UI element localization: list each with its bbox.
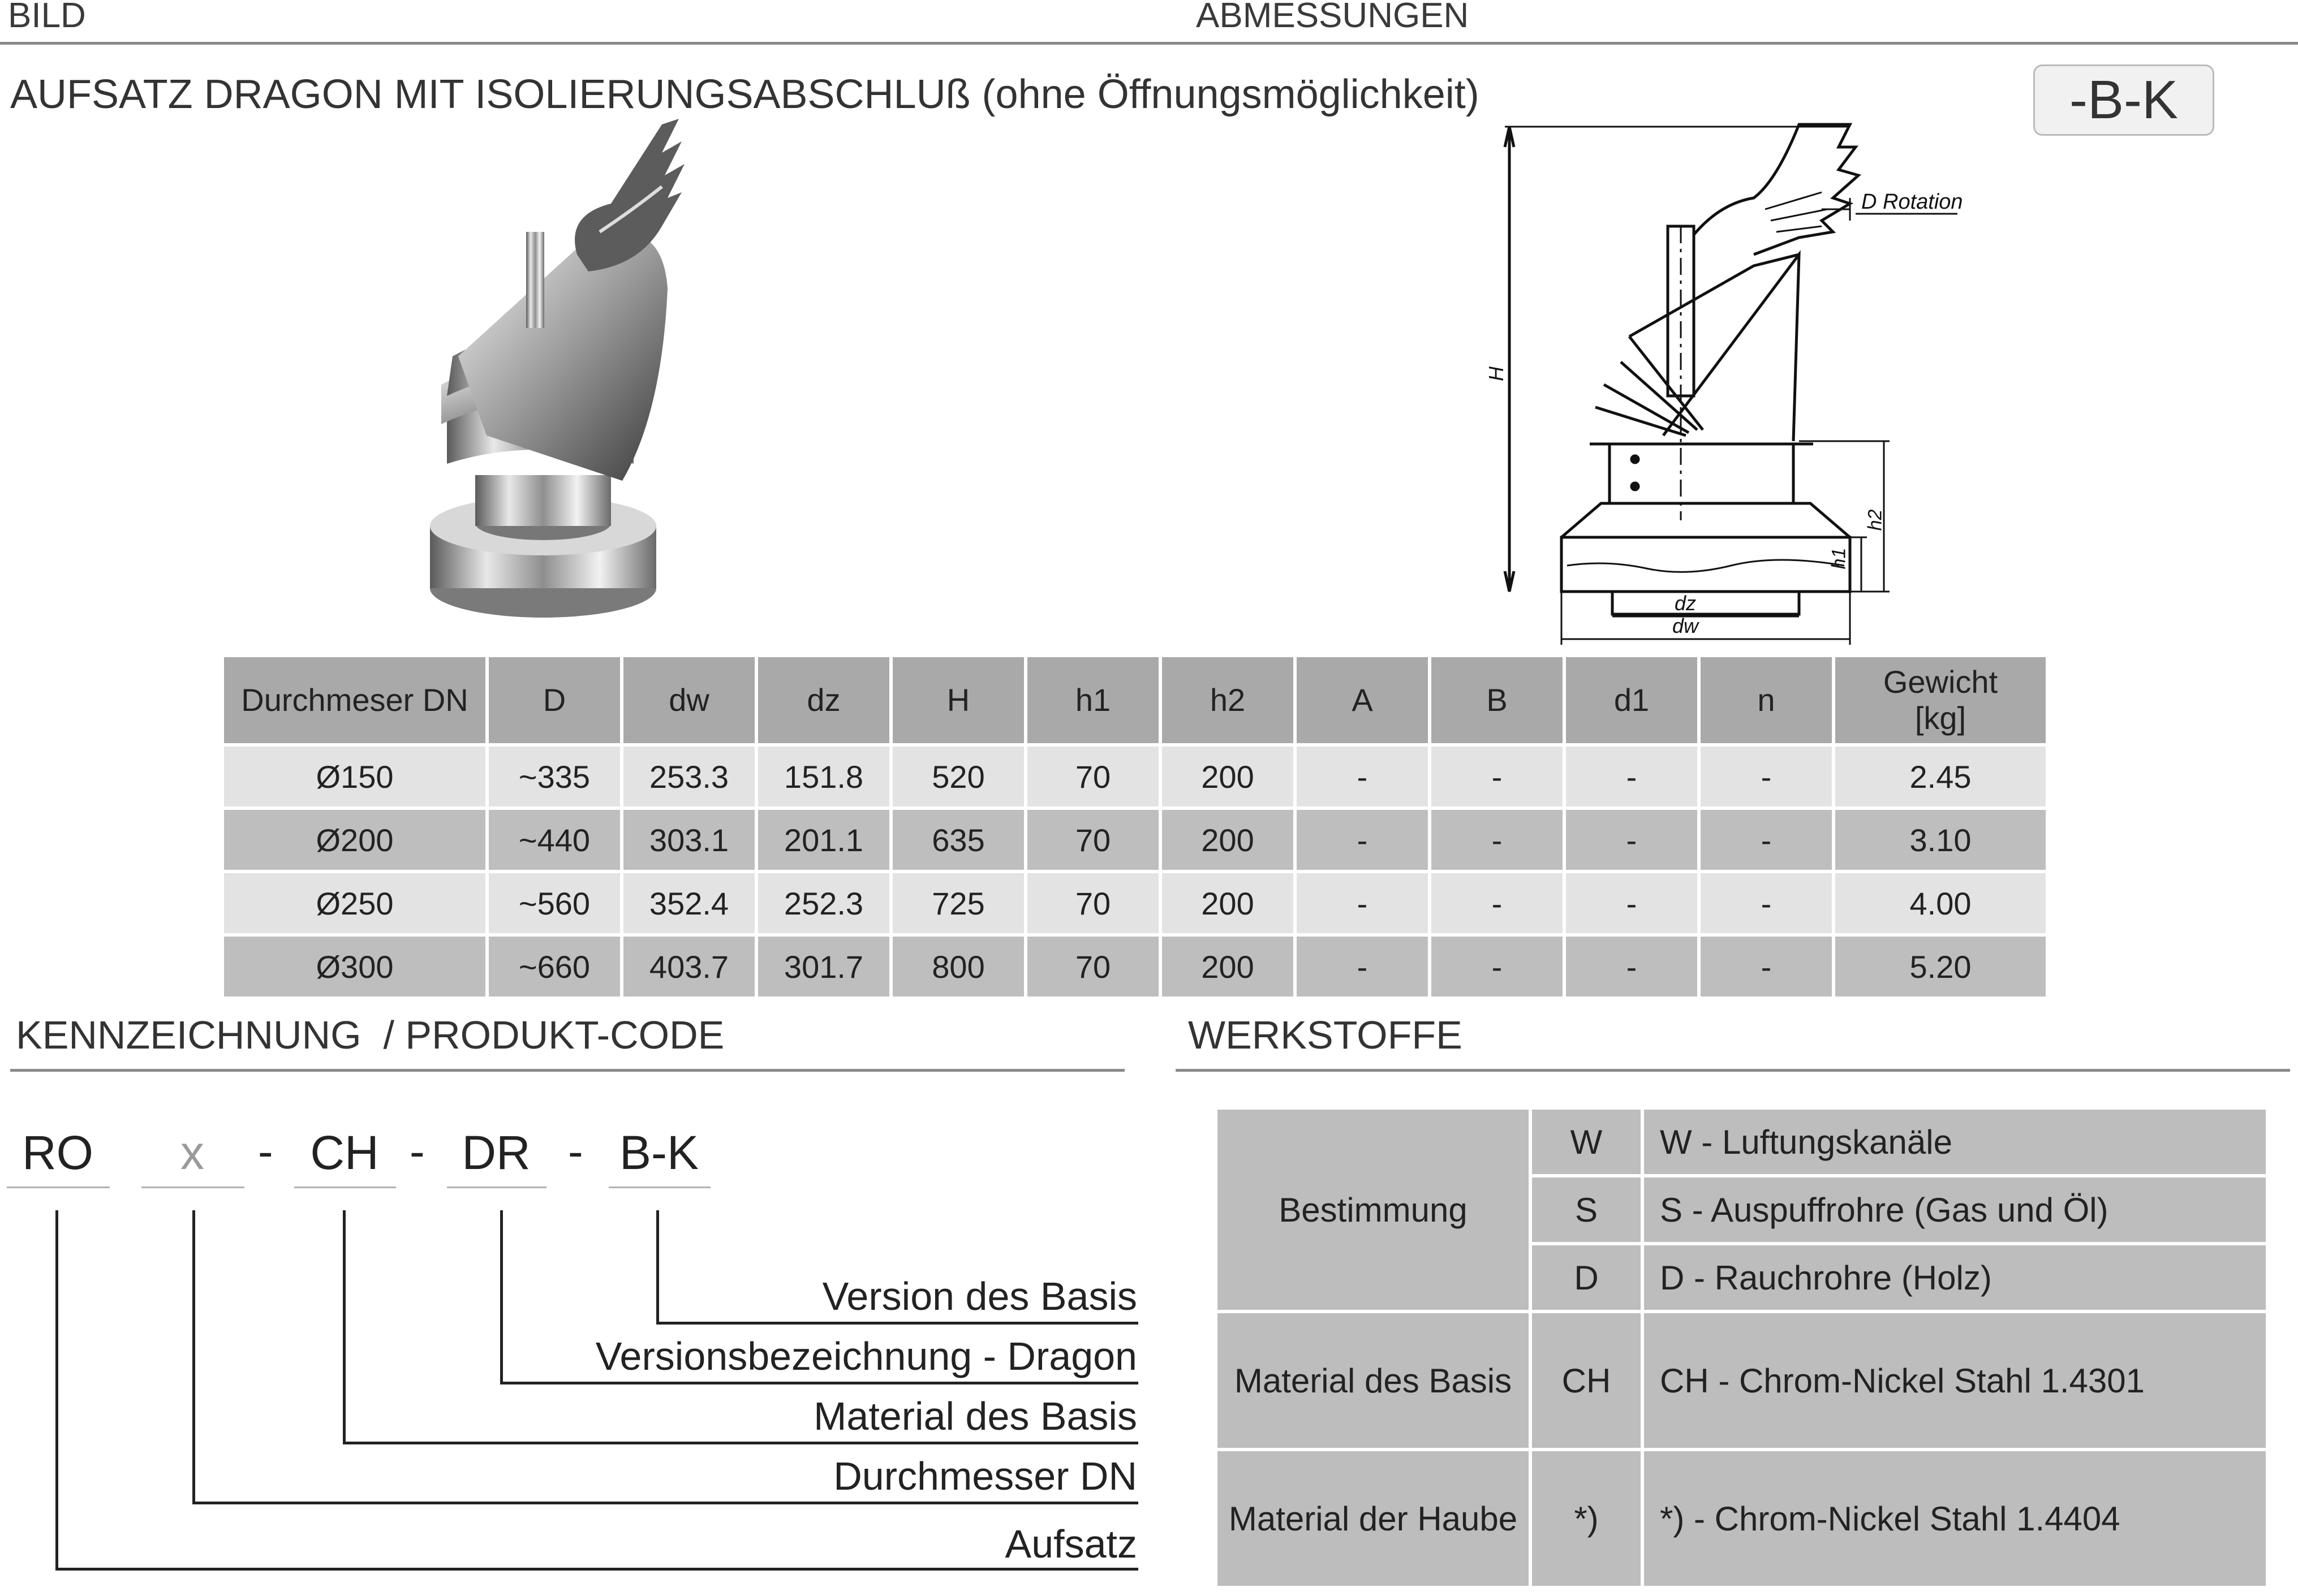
col-dn: Durchmeser DN <box>224 657 485 743</box>
table-cell: - <box>1701 873 1832 933</box>
table-cell: Ø200 <box>224 810 485 870</box>
material-desc: W - Luftungskanäle <box>1644 1110 2266 1174</box>
table-cell: 301.7 <box>758 937 889 997</box>
table-header-row <box>224 657 2046 743</box>
table-row <box>224 810 2046 870</box>
table-row <box>224 937 2046 997</box>
label-H: H <box>1484 366 1508 381</box>
label-dw: dw <box>1672 614 1699 637</box>
connector-line <box>192 1502 1138 1504</box>
header-bild: BILD <box>8 0 86 35</box>
haube-label: Material der Haube <box>1217 1451 1529 1586</box>
col-h1: h1 <box>1027 657 1159 743</box>
label-d-rotation: D Rotation <box>1861 190 1963 214</box>
table-cell: ~560 <box>489 873 620 933</box>
table-cell: ~440 <box>489 810 620 870</box>
table-cell: - <box>1566 937 1697 997</box>
basis-label: Material des Basis <box>1217 1313 1529 1448</box>
table-cell: - <box>1431 747 1563 806</box>
label-version-basis: Version des Basis <box>822 1274 1137 1318</box>
table-row <box>224 873 2046 933</box>
table-cell: Ø250 <box>224 873 485 933</box>
table-cell: 252.3 <box>758 873 889 933</box>
table-cell: 520 <box>893 747 1024 806</box>
table-cell: 200 <box>1162 810 1293 870</box>
table-cell: - <box>1701 937 1832 997</box>
table-cell: 4.00 <box>1835 873 2046 933</box>
code-sep-1: - <box>258 1126 273 1176</box>
connector-line <box>656 1210 659 1325</box>
table-cell: 70 <box>1027 937 1159 997</box>
code-part-ro: RO <box>22 1126 93 1179</box>
material-row-basis <box>1217 1313 2266 1448</box>
connector-line <box>343 1210 346 1444</box>
col-d: D <box>489 657 620 743</box>
material-row-haube <box>1217 1451 2266 1586</box>
code-underline <box>609 1187 711 1188</box>
table-cell: - <box>1297 873 1428 933</box>
connector-line <box>500 1210 503 1384</box>
table-cell: - <box>1431 810 1563 870</box>
table-cell: - <box>1297 810 1428 870</box>
code-underline <box>141 1187 244 1188</box>
table-cell: ~335 <box>489 747 620 806</box>
col-h: H <box>893 657 1024 743</box>
code-sep-3: - <box>568 1126 583 1176</box>
basis-desc: CH - Chrom-Nickel Stahl 1.4301 <box>1644 1313 2266 1448</box>
connector-line <box>500 1382 1138 1384</box>
table-cell: ~660 <box>489 937 620 997</box>
table-row <box>224 747 2046 806</box>
table-cell: 70 <box>1027 747 1159 806</box>
table-cell: 151.8 <box>758 747 889 806</box>
col-dz: dz <box>758 657 889 743</box>
bestimmung-label: Bestimmung <box>1217 1110 1529 1310</box>
material-desc: S - Auspuffrohre (Gas und Öl) <box>1644 1177 2266 1242</box>
col-gewicht: Gewicht [kg] <box>1835 657 2046 743</box>
dimensions-table <box>221 654 2049 1000</box>
material-code: S <box>1532 1177 1641 1242</box>
col-h2: h2 <box>1162 657 1293 743</box>
table-cell: 70 <box>1027 873 1159 933</box>
table-cell: 253.3 <box>623 747 755 806</box>
table-cell: - <box>1701 747 1832 806</box>
connector-line <box>55 1568 1138 1571</box>
col-b: B <box>1431 657 1563 743</box>
code-section-rule <box>10 1069 1125 1072</box>
table-cell: 3.10 <box>1835 810 2046 870</box>
table-cell: 635 <box>893 810 1024 870</box>
table-cell: 201.1 <box>758 810 889 870</box>
materials-title: WERKSTOFFE <box>1188 1013 1462 1057</box>
code-underline <box>294 1187 396 1188</box>
table-cell: 5.20 <box>1835 937 2046 997</box>
table-cell: 200 <box>1162 937 1293 997</box>
table-cell: 725 <box>893 873 1024 933</box>
code-part-x: x <box>180 1126 204 1179</box>
table-cell: 800 <box>893 937 1024 997</box>
header-rule <box>0 42 2298 45</box>
material-code: D <box>1532 1245 1641 1310</box>
table-cell: 403.7 <box>623 937 755 997</box>
code-part-dr: DR <box>462 1126 531 1179</box>
table-cell: Ø150 <box>224 747 485 806</box>
materials-rule <box>1176 1069 2290 1072</box>
col-n: n <box>1701 657 1832 743</box>
haube-code: *) <box>1532 1451 1641 1586</box>
table-cell: - <box>1431 937 1563 997</box>
table-cell: 70 <box>1027 810 1159 870</box>
label-aufsatz: Aufsatz <box>1005 1522 1137 1566</box>
table-cell: - <box>1566 873 1697 933</box>
materials-table <box>1214 1106 2269 1589</box>
variant-badge: -B-K <box>2033 64 2214 136</box>
header-abmessungen: ABMESSUNGEN <box>1196 0 1469 35</box>
code-underline <box>447 1187 546 1188</box>
haube-desc: *) - Chrom-Nickel Stahl 1.4404 <box>1644 1451 2266 1586</box>
table-cell: 200 <box>1162 873 1293 933</box>
connector-line <box>55 1210 58 1571</box>
label-h2: h2 <box>1864 509 1886 531</box>
col-a: A <box>1297 657 1428 743</box>
label-version-dragon: Versionsbezeichnung - Dragon <box>595 1334 1137 1378</box>
connector-line <box>343 1442 1138 1444</box>
table-cell: - <box>1566 747 1697 806</box>
table-cell: - <box>1297 747 1428 806</box>
code-underline <box>7 1187 110 1188</box>
code-part-ch: CH <box>310 1126 379 1179</box>
code-part-bk: B-K <box>619 1126 699 1179</box>
table-cell: 2.45 <box>1835 747 2046 806</box>
col-d1: d1 <box>1566 657 1697 743</box>
table-cell: 352.4 <box>623 873 755 933</box>
label-material-basis: Material des Basis <box>814 1394 1137 1438</box>
product-title: AUFSATZ DRAGON MIT ISOLIERUNGSABSCHLUß (ohne Öffnungsmöglichkeit) <box>10 72 1479 117</box>
table-cell: - <box>1701 810 1832 870</box>
table-cell: 200 <box>1162 747 1293 806</box>
code-sep-2: - <box>410 1126 425 1176</box>
connector-line <box>192 1210 195 1504</box>
table-cell: - <box>1431 873 1563 933</box>
code-section-title: KENNZEICHNUNG / PRODUKT-CODE <box>16 1013 725 1057</box>
connector-line <box>656 1322 1138 1325</box>
table-cell: Ø300 <box>224 937 485 997</box>
material-row-w <box>1217 1110 2266 1174</box>
material-code: W <box>1532 1110 1641 1174</box>
table-cell: - <box>1297 937 1428 997</box>
label-h1: h1 <box>1828 547 1850 570</box>
table-cell: - <box>1566 810 1697 870</box>
basis-code: CH <box>1532 1313 1641 1448</box>
label-durchmesser: Durchmesser DN <box>833 1454 1137 1498</box>
label-dz: dz <box>1675 592 1697 615</box>
product-photo <box>396 119 713 639</box>
col-dw: dw <box>623 657 755 743</box>
material-desc: D - Rauchrohre (Holz) <box>1644 1245 2266 1310</box>
table-cell: 303.1 <box>623 810 755 870</box>
